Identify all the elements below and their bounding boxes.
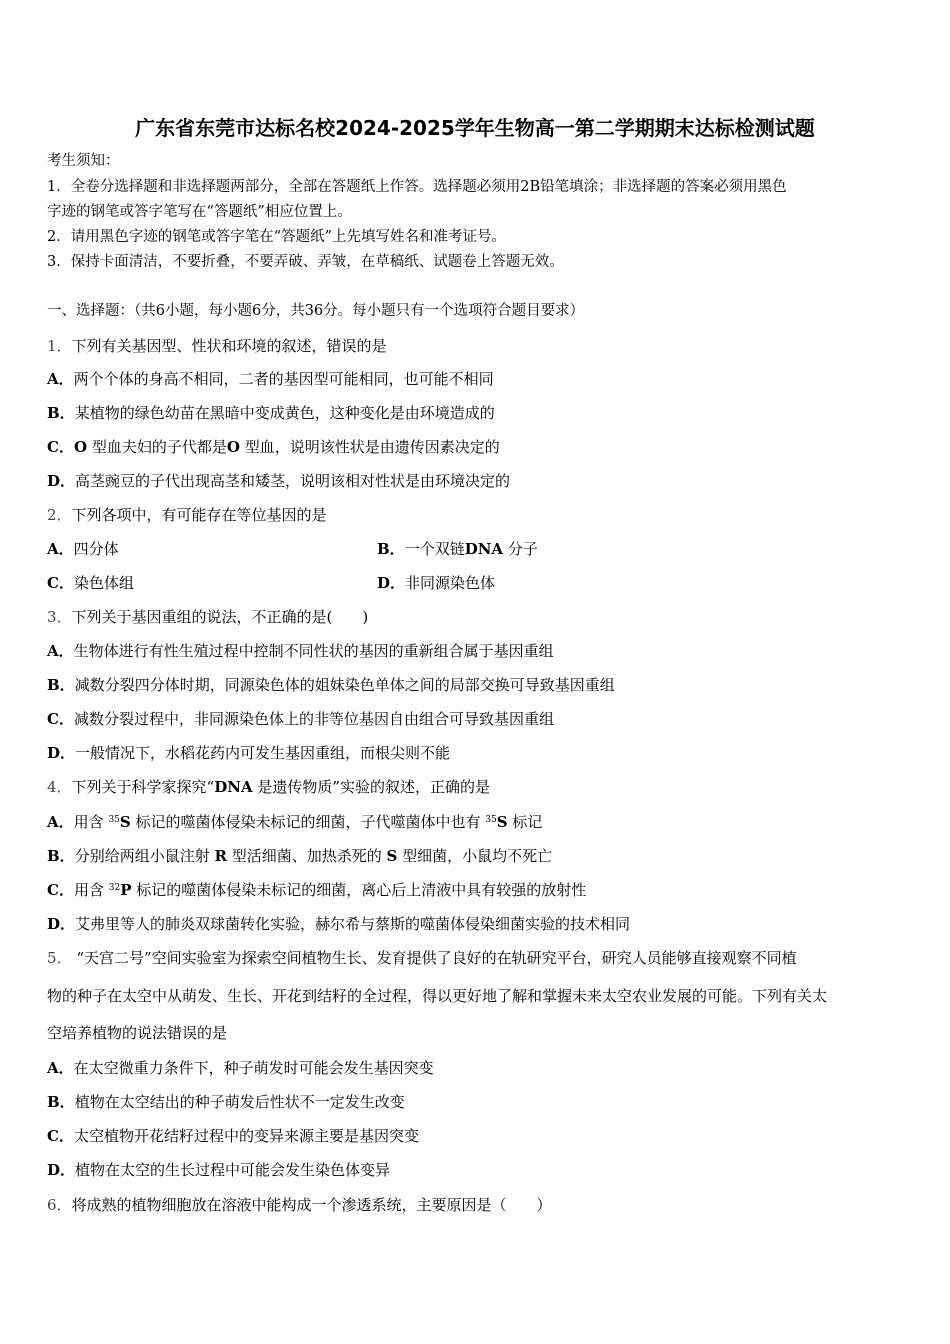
question-3-option-a: A．生物体进行有性生殖过程中控制不同性状的基因的重新组合属于基因重组	[47, 642, 554, 660]
question-1-option-c: C．O 型血夫妇的子代都是O 型血，说明该性状是由遗传因素决定的	[47, 438, 500, 456]
question-1-stem: 1．下列有关基因型、性状和环境的叙述，错误的是	[47, 337, 387, 355]
question-2-stem: 2．下列各项中，有可能存在等位基因的是	[47, 506, 327, 524]
question-4-option-c: C．用含 $^{32}$P 标记的噬菌体侵染未标记的细菌，离心后上清液中具有较强的放射性	[47, 881, 587, 899]
notice-heading: 考生须知：	[47, 153, 120, 169]
question-1-option-d: D．高茎豌豆的子代出现高茎和矮茎，说明该相对性状是由环境决定的	[47, 472, 511, 490]
question-2-option-a: A．四分体	[47, 540, 119, 558]
notice-item-1: 1．全卷分选择题和非选择题两部分，全部在答题纸上作答。选择题必须用2B铅笔填涂；非选择题的答案必须用黑色	[47, 179, 787, 195]
question-number: 1．	[47, 337, 72, 355]
question-3-option-d: D．一般情况下，水稻花药内可发生基因重组，而根尖则不能	[47, 744, 451, 762]
question-4-option-b: B．分别给两组小鼠注射 R 型活细菌、加热杀死的 S 型细菌，小鼠均不死亡	[47, 847, 553, 865]
question-5-stem-line-2: 物的种子在太空中从萌发、生长、开花到结籽的全过程，得以更好地了解和掌握未来太空农业发展的可能。下列有关太	[47, 987, 828, 1005]
question-4-option-d: D．艾弗里等人的肺炎双球菌转化实验，赫尔希与蔡斯的噬菌体侵染细菌实验的技术相同	[47, 915, 631, 933]
exam-title: 广东省东莞市达标名校2024-2025学年生物高一第二学期期末达标检测试题	[135, 116, 815, 140]
question-3-stem: 3．下列关于基因重组的说法，不正确的是( )	[47, 608, 369, 626]
question-6-stem: 6．将成熟的植物细胞放在溶液中能构成一个渗透系统，主要原因是（ ）	[47, 1196, 552, 1214]
question-3-option-c: C．减数分裂过程中，非同源染色体上的非等位基因自由组合可导致基因重组	[47, 710, 554, 728]
question-1-option-a: A．两个个体的身高不相同，二者的基因型可能相同，也可能不相同	[47, 370, 494, 388]
notice-item-3: 3．保持卡面清洁，不要折叠，不要弄破、弄皱，在草稿纸、试题卷上答题无效。	[47, 254, 564, 270]
question-5-option-d: D．植物在太空的生长过程中可能会发生染色体变异	[47, 1161, 391, 1179]
question-3-option-b: B．减数分裂四分体时期，同源染色体的姐妹染色单体之间的局部交换可导致基因重组	[47, 676, 615, 694]
question-2-option-b: B．一个双链DNA 分子	[377, 540, 538, 558]
question-4-option-a: A．用含 $^{35}$S 标记的噬菌体侵染未标记的细菌，子代噬菌体中也有 $^{35}$S 标记	[47, 813, 543, 831]
notice-item-1-cont: 字迹的钢笔或答字笔写在“答题纸”相应位置上。	[47, 204, 352, 220]
question-2-option-c: C．染色体组	[47, 574, 134, 592]
question-number: 3．	[47, 608, 72, 626]
question-5-stem-line-3: 空培养植物的说法错误的是	[47, 1024, 228, 1042]
notice-item-2: 2．请用黑色字迹的钢笔或答字笔在“答题纸”上先填写姓名和准考证号。	[47, 229, 507, 245]
section-heading: 一、选择题：（共6小题，每小题6分，共36分。每小题只有一个选项符合题目要求）	[47, 303, 585, 319]
question-5-option-b: B．植物在太空结出的种子萌发后性状不一定发生改变	[47, 1093, 405, 1111]
question-number: 2．	[47, 506, 72, 524]
question-5-option-a: A．在太空微重力条件下，种子萌发时可能会发生基因突变	[47, 1059, 434, 1077]
question-2-option-d: D．非同源染色体	[377, 574, 496, 592]
question-number: 4．	[47, 778, 72, 796]
question-5-stem-line-1: 5． “天宫二号”空间实验室为探索空间植物生长、发育提供了良好的在轨研究平台，研究人员能够直接观察不同植	[47, 949, 797, 967]
question-number: 5．	[47, 949, 72, 967]
question-4-stem: 4．下列关于科学家探究“DNA 是遗传物质”实验的叙述，正确的是	[47, 778, 491, 796]
question-number: 6．	[47, 1196, 72, 1214]
question-5-option-c: C．太空植物开花结籽过程中的变异来源主要是基因突变	[47, 1127, 419, 1145]
question-1-option-b: B．某植物的绿色幼苗在黑暗中变成黄色，这种变化是由环境造成的	[47, 404, 495, 422]
